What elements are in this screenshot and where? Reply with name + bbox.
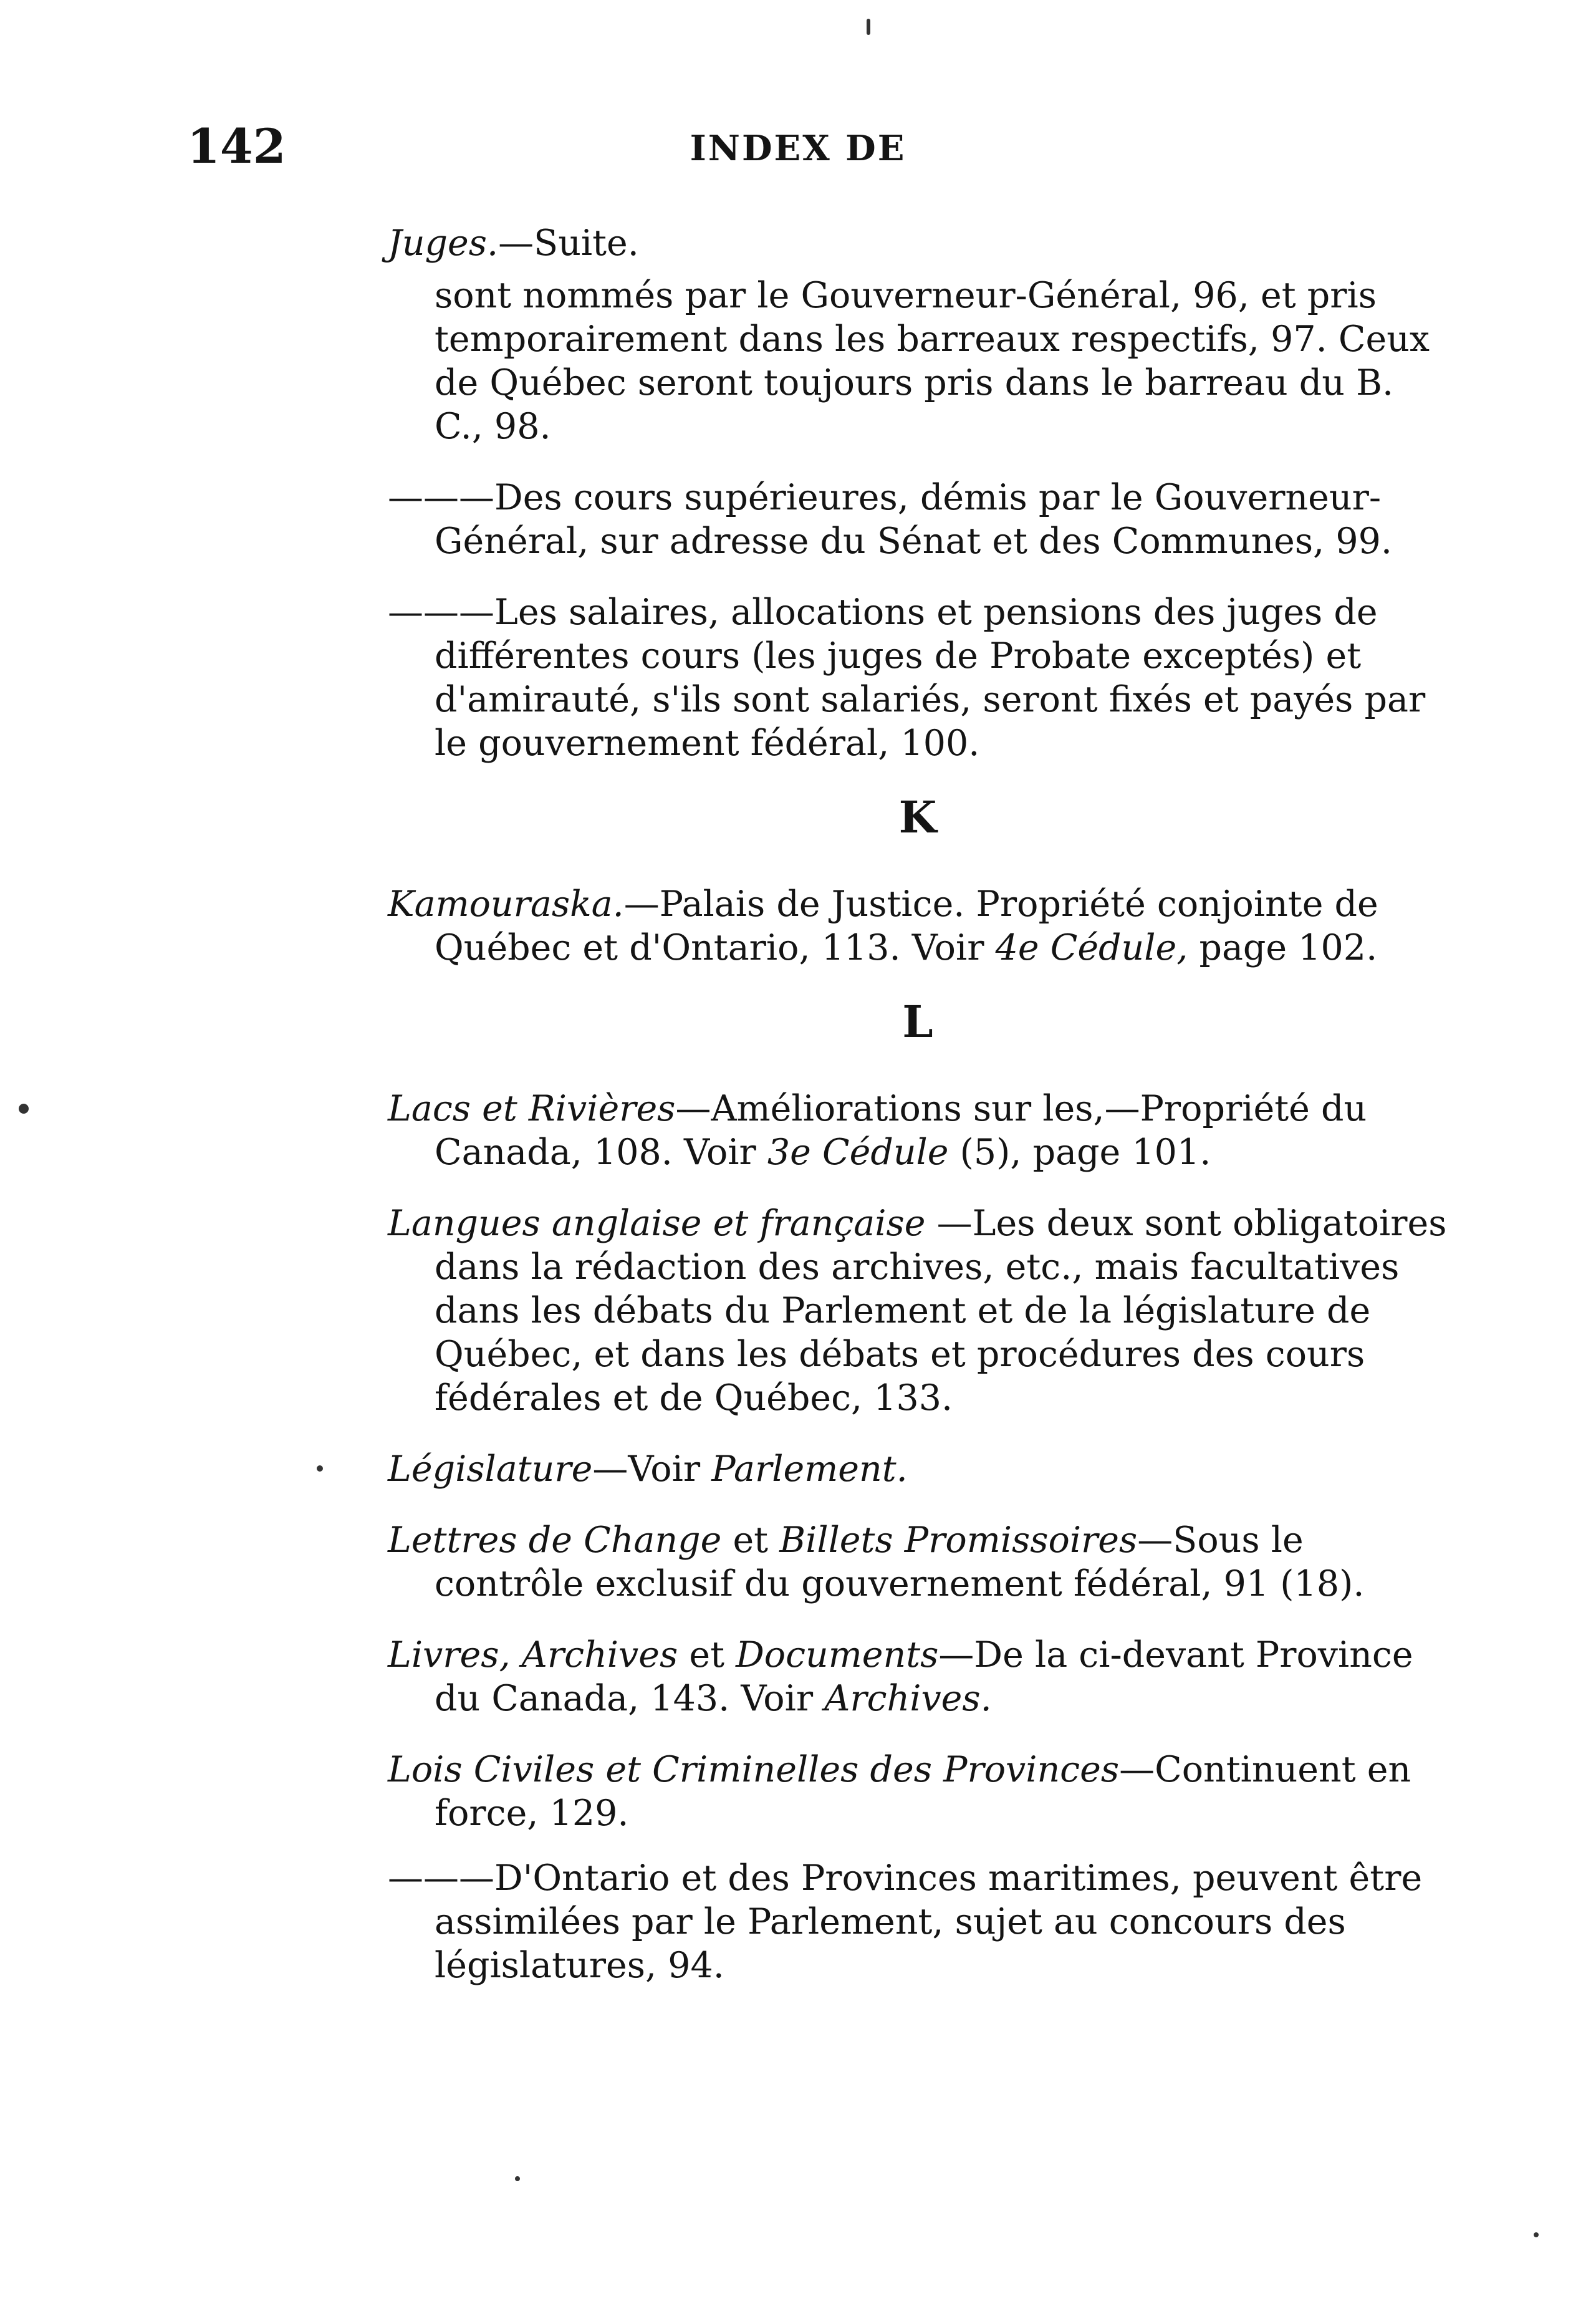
scan-speck (1534, 2232, 1539, 2237)
scan-speck (867, 19, 870, 35)
index-subentry (388, 476, 1448, 563)
index-entry-lois (388, 1748, 1448, 1835)
repeat-dash: ——— (388, 592, 494, 633)
entry-text: et (721, 1520, 780, 1561)
entry-heading: Livres, Archives (388, 1634, 678, 1675)
index-body (388, 221, 1448, 2015)
entry-text: —Continuent en force, 129. (435, 1749, 1411, 1834)
entry-text: —Les deux sont obligatoires dans la rédaction des archives, etc., mais facultatives dans les débats du Parlement et de la législature de Québec, et dans les débats et procédures des cours fédérales et de Québec, 133. (435, 1203, 1447, 1419)
entry-tail: page 102. (1188, 927, 1378, 968)
entry-text: —Améliorations sur les,—Propriété du Canada, 108. Voir (435, 1088, 1367, 1173)
entry-heading: Lois Civiles et Criminelles des Provinces (388, 1749, 1120, 1790)
entry-text: Des cours supérieures, démis par le Gouverneur-Général, sur adresse du Sénat et des Communes, 99. (435, 477, 1393, 562)
entry-italic-2: Archives. (824, 1678, 992, 1719)
entry-tail: —De la ci-devant Province du Canada, 143. Voir (435, 1634, 1413, 1719)
repeat-dash: ——— (388, 1858, 494, 1899)
entry-text: D'Ontario et des Provinces maritimes, peuvent être assimilées par le Parlement, sujet au concours des législatures, 94. (435, 1858, 1423, 1986)
entry-text: Les salaires, allocations et pensions des juges de différentes cours (les juges de Probate exceptés) et d'amirauté, s'ils sont salariés, seront fixés et payés par le gouvernement fédéral, 100. (435, 592, 1426, 764)
entry-text: —Suite. (498, 223, 639, 264)
entry-italic: 4e Cédule, (995, 927, 1188, 968)
page-header (0, 118, 1596, 175)
index-entry-lettres (388, 1518, 1448, 1606)
entry-italic: Billets Promissoires (779, 1520, 1138, 1561)
index-entry-langues (388, 1202, 1448, 1420)
section-letter-k: K (898, 791, 937, 843)
entry-italic: Documents (736, 1634, 939, 1675)
scan-speck (515, 2176, 520, 2181)
running-title: INDEX DE (690, 128, 906, 169)
entry-tail: —Sous le contrôle exclusif du gouvernement fédéral, 91 (18). (435, 1520, 1365, 1604)
repeat-dash: ——— (388, 477, 494, 518)
section-letter-l: L (902, 996, 933, 1048)
entry-italic: Parlement. (711, 1449, 908, 1490)
index-subentry (388, 274, 1448, 448)
index-entry-legislature (388, 1447, 1448, 1491)
scan-speck (317, 1465, 323, 1472)
entry-italic: 3e Cédule (767, 1132, 949, 1173)
entry-heading: Lacs et Rivières (388, 1088, 676, 1129)
page-number: 142 (187, 118, 286, 174)
entry-tail: (5), page 101. (948, 1132, 1211, 1173)
entry-heading: Kamouraska. (388, 884, 624, 925)
scan-speck (19, 1104, 29, 1114)
entry-text: sont nommés par le Gouverneur-Général, 96, et pris temporairement dans les barreaux respectifs, 97. Ceux de Québec seront toujours pris dans le barreau du B. C., 98. (435, 275, 1430, 447)
index-entry-livres (388, 1633, 1448, 1720)
entry-text: —Voir (592, 1449, 712, 1490)
index-subentry (388, 591, 1448, 765)
index-subentry (388, 1856, 1448, 1987)
entry-text: et (678, 1634, 736, 1675)
index-entry-juges (388, 221, 1448, 265)
index-entry-kamouraska (388, 882, 1448, 970)
entry-text: —Palais de Justice. Propriété conjointe de Québec et d'Ontario, 113. Voir (435, 884, 1378, 968)
entry-heading: Lettres de Change (388, 1520, 722, 1561)
entry-heading: Juges. (388, 223, 499, 264)
entry-heading: Législature (388, 1449, 593, 1490)
entry-heading: Langues anglaise et française (388, 1203, 926, 1244)
index-entry-lacs (388, 1087, 1448, 1174)
